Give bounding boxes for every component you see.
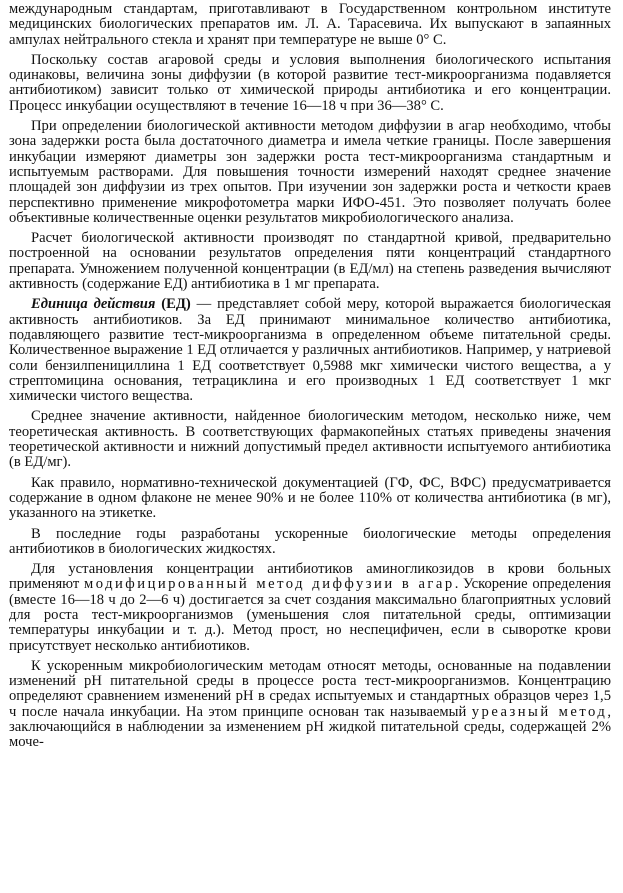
paragraph-text: Как правило, нормативно-технической документацией (ГФ, ФС, ВФС) предусматривается содержание в одном флаконе не менее 90% и не более 110% от количества антибиотика (в мг), указанного на этикетке.	[9, 474, 611, 522]
paragraph-text: , заключающийся в наблюдении за изменением pH жидкой питательной среды, содержащей 2% моче-	[9, 703, 611, 751]
paragraph-text: Среднее значение активности, найденное биологическим методом, несколько ниже, чем теоретическая активность. В соответствующих фармакопейных статьях приведены значения теоретической активности и нижний допустимый предел активности испытуемого антибиотика (в ЕД/мг).	[9, 408, 611, 471]
paragraph-text: В последние годы разработаны ускоренные биологические методы определения антибиотиков в биологических жидкостях.	[9, 525, 611, 557]
paragraph-ph-methods	[9, 659, 611, 751]
paragraph-text: международным стандартам, приготавливают в Государственном контрольном институте медицинских биологических препаратов им. Л. А. Тарасевича. Их выпускают в запаянных ампулах нейтрального стекла и хранят при температуре не выше 0° С.	[9, 1, 611, 48]
paragraph-standards-storage	[9, 2, 611, 48]
paragraph-text: — представляет собой меру, которой выражается биологическая активность антибиотиков. За ЕД принимают минимальное количество антибиотика, подавляющего развитие тест-микроорганизма в определенном объеме питательной среды. Количественное выражение 1 ЕД отличается у различных антибиотиков. Например, у натриевой соли бензилпенициллина 1 ЕД соответствует 0,5988 мкг химически чистого вещества, а у стрептомицина основания, тетрациклина и его производных 1 ЕД соответствует 1 мкг химически чистого вещества.	[9, 296, 612, 405]
paragraph-diffusion-zone	[9, 53, 611, 114]
paragraph-text: . Ускорение определения (вместе 16—18 ч до 2—6 ч) достигается за счет создания максимально благоприятных условий для роста тест-микроорганизмов (уменьшения слоя питательной среды, оптимизации температуры инкубации и т. д.). Метод прост, но неспецифичен, если в сыворотке крови присутствует несколько антибиотиков.	[9, 576, 612, 654]
paragraph-text: Поскольку состав агаровой среды и условия выполнения биологического испытания одинаковы, величина зоны диффузии (в которой развитие тест-микроорганизма подавляется антибиотиком) зависит только от химической природы антибиотика и его концентрации. Процесс инкубации осуществляют в течение 16—18 ч при 36—38° С.	[9, 51, 611, 114]
paragraph-agar-diffusion-method	[9, 119, 611, 226]
term-abbreviation: (ЕД)	[161, 296, 191, 313]
paragraph-text: Расчет биологической активности производят по стандартной кривой, предварительно построенной на основании результатов определения пяти концентраций стандартного препарата. Умножением полученной концентрации (в ЕД/мл) на степень разведения вычисляют активность (содержание ЕД) антибиотика в 1 мг препарата.	[9, 230, 611, 293]
paragraph-text: К ускоренным микробиологическим методам относят методы, основанные на подавлении изменений pH питательной среды в процессе роста тест-микроорганизмов. Концентрацию определяют сравнением изменений pH в средах испытуемых и стандартных образцов через 1,5 ч после начала инкубации. На этом принципе основан так называемый	[9, 657, 611, 720]
paragraph-average-activity	[9, 409, 611, 470]
paragraph-text: Для установления концентрации антибиотиков аминогликозидов в крови больных применяют	[9, 561, 611, 593]
paragraph-normative-documentation	[9, 476, 611, 522]
paragraph-text: При определении биологической активности методом диффузии в агар необходимо, чтобы зона задержки роста была достаточного диаметра и имела четкие границы. После завершения инкубации измеряют диаметры зон задержки роста тест-микроорганизма стандартным и испытуемым растворами. Для повышения точности измерений находят среднее значение площадей зон диффузии из трех опытов. При изучении зон задержки роста и четкости краев перспективно применение микрофотометра марки ИФО-451. Это позволяет получать более объективные количественные оценки результатов микробиологического анализа.	[9, 118, 611, 226]
paragraph-aminoglycosides	[9, 562, 611, 654]
spaced-term-modified-diffusion: модифицированный метод диффузии в агар	[83, 576, 455, 593]
spaced-term-urease-method: уреазный метод	[471, 703, 608, 720]
term-unit-of-action: Единица действия	[31, 296, 156, 313]
paragraph-accelerated-methods	[9, 527, 611, 558]
paragraph-activity-calculation	[9, 231, 611, 292]
paragraph-unit-of-action	[9, 297, 611, 404]
